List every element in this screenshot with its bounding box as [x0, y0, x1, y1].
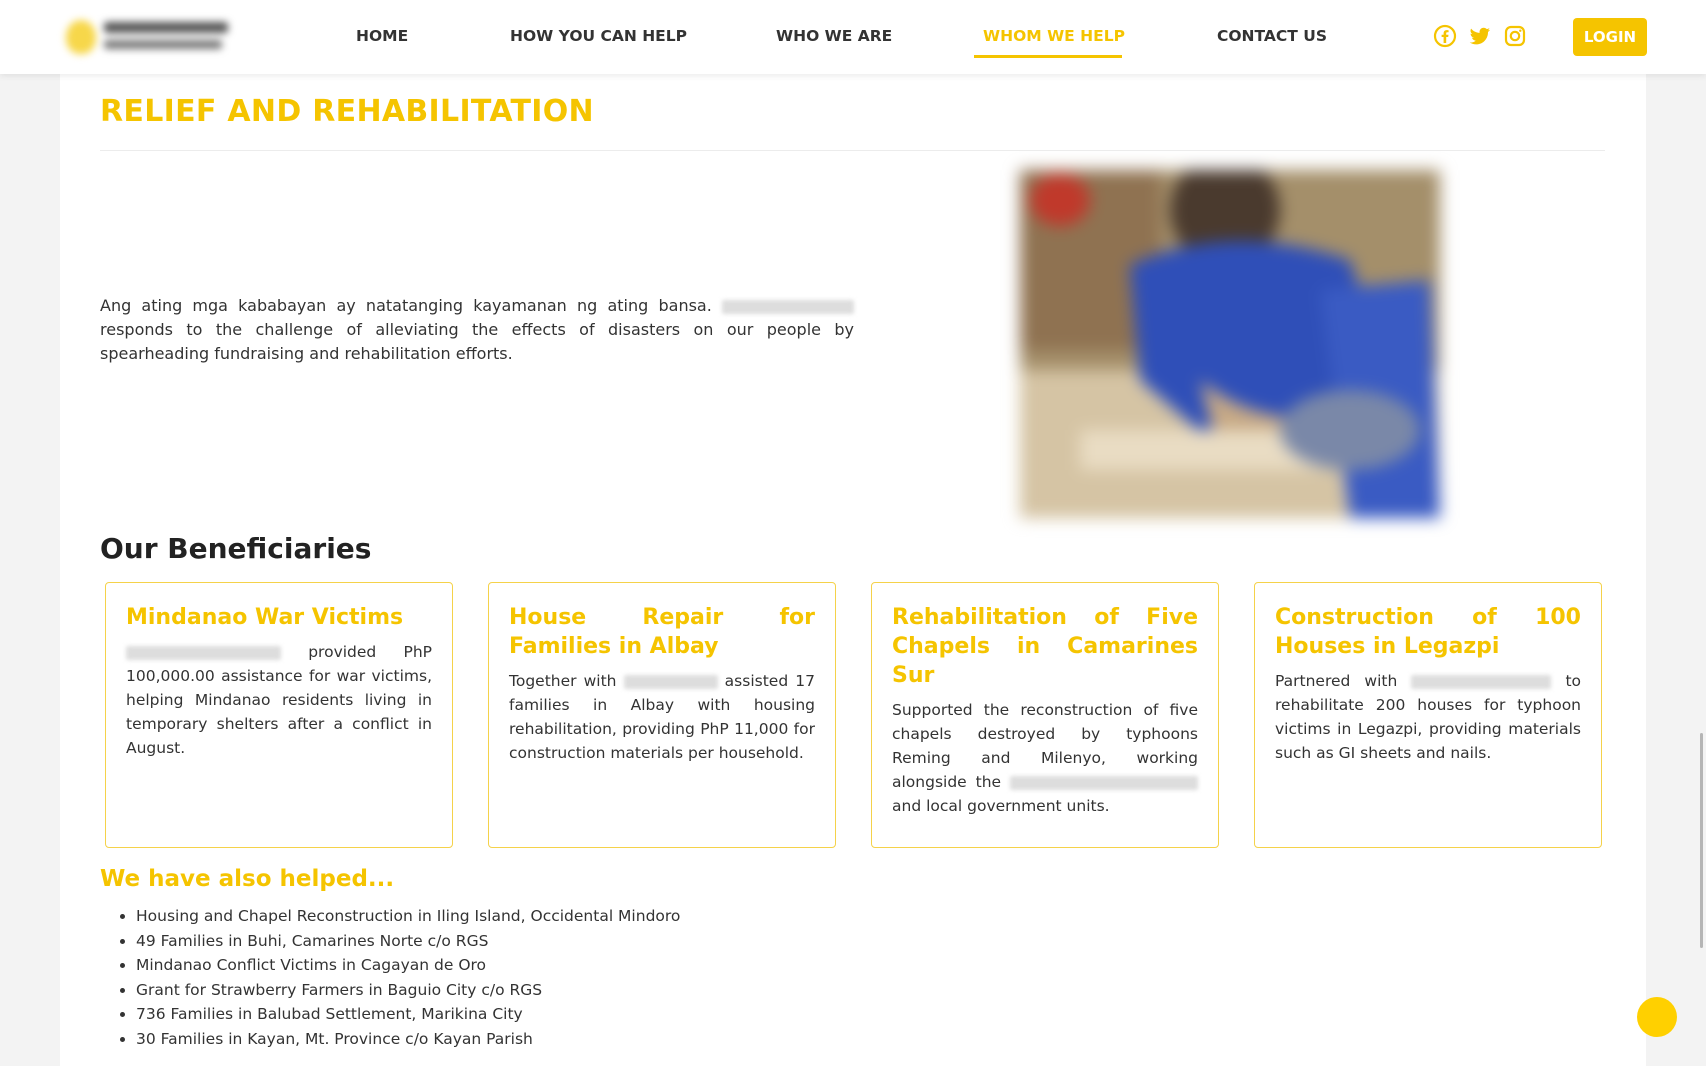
intro-text-part2: responds to the challenge of alleviating the effects of disasters on our people by spearheading fundraising and rehabilitation efforts.	[100, 320, 854, 363]
beneficiary-card	[488, 582, 836, 848]
instagram-icon[interactable]	[1503, 24, 1527, 48]
list-item: • Grant for Strawberry Farmers in Baguio City c/o RGS	[136, 978, 680, 1003]
beneficiary-card	[871, 582, 1219, 848]
card-title: Mindanao War Victims	[126, 605, 404, 630]
redacted-organization-name	[1010, 776, 1198, 790]
intro-text-part1: Ang ating mga kababayan ay natatanging kayamanan ng ating bansa.	[100, 296, 712, 315]
site-logo[interactable]	[62, 14, 234, 60]
facebook-icon[interactable]	[1433, 24, 1457, 48]
intro-paragraph	[100, 294, 854, 366]
scrollbar-thumb[interactable]	[1700, 733, 1703, 948]
volunteers-working-photo	[1020, 170, 1440, 518]
nav-home[interactable]: HOME	[356, 27, 409, 45]
login-button[interactable]: LOGIN	[1573, 18, 1647, 56]
redacted-organization-name	[126, 646, 281, 660]
redacted-organization-name	[624, 675, 718, 689]
also-helped-list	[122, 904, 680, 1051]
title-divider	[100, 150, 1605, 151]
card-title: House Repair for Families in Albay	[509, 605, 815, 659]
nav-whom-we-help[interactable]: WHOM WE HELP	[983, 27, 1125, 45]
beneficiary-card	[1254, 582, 1602, 848]
nav-contact-us[interactable]: CONTACT US	[1217, 27, 1327, 45]
beneficiary-card	[105, 582, 453, 848]
active-nav-underline	[974, 55, 1122, 58]
nav-who-we-are[interactable]: WHO WE ARE	[776, 27, 893, 45]
also-helped-heading: We have also helped...	[100, 866, 395, 892]
redacted-organization-name	[1411, 675, 1551, 689]
list-item: • 49 Families in Buhi, Camarines Norte c/o RGS	[136, 929, 680, 954]
card-body: Partnered with to rehabilitate 200 houses for typhoon victims in Legazpi, providing materials such as GI sheets and nails.	[1275, 672, 1581, 762]
floating-chat-button[interactable]	[1637, 997, 1677, 1037]
nav-how-you-can-help[interactable]: HOW YOU CAN HELP	[510, 27, 688, 45]
list-item: • Housing and Chapel Reconstruction in Iling Island, Occidental Mindoro	[136, 904, 680, 929]
list-item: • 30 Families in Kayan, Mt. Province c/o Kayan Parish	[136, 1027, 680, 1052]
list-item: • Mindanao Conflict Victims in Cagayan de Oro	[136, 953, 680, 978]
twitter-icon[interactable]	[1468, 24, 1492, 48]
card-title: Construction of 100 Houses in Legazpi	[1275, 605, 1581, 659]
card-title: Rehabilitation of Five Chapels in Camarines Sur	[892, 605, 1198, 688]
card-body: provided PhP 100,000.00 assistance for war victims, helping Mindanao residents living in temporary shelters after a conflict in August.	[126, 643, 432, 757]
card-body: Supported the reconstruction of five chapels destroyed by typhoons Reming and Milenyo, working alongside the and local government units.	[892, 701, 1198, 815]
card-body: Together with assisted 17 families in Albay with housing rehabilitation, providing PhP 11,000 for construction materials per household.	[509, 672, 815, 762]
main-content	[60, 74, 1646, 1066]
list-item: • 736 Families in Balubad Settlement, Marikina City	[136, 1002, 680, 1027]
beneficiaries-heading: Our Beneficiaries	[100, 532, 372, 565]
page-title: RELIEF AND REHABILITATION	[100, 94, 594, 129]
top-navbar	[0, 0, 1706, 74]
redacted-organization-name	[722, 300, 854, 314]
